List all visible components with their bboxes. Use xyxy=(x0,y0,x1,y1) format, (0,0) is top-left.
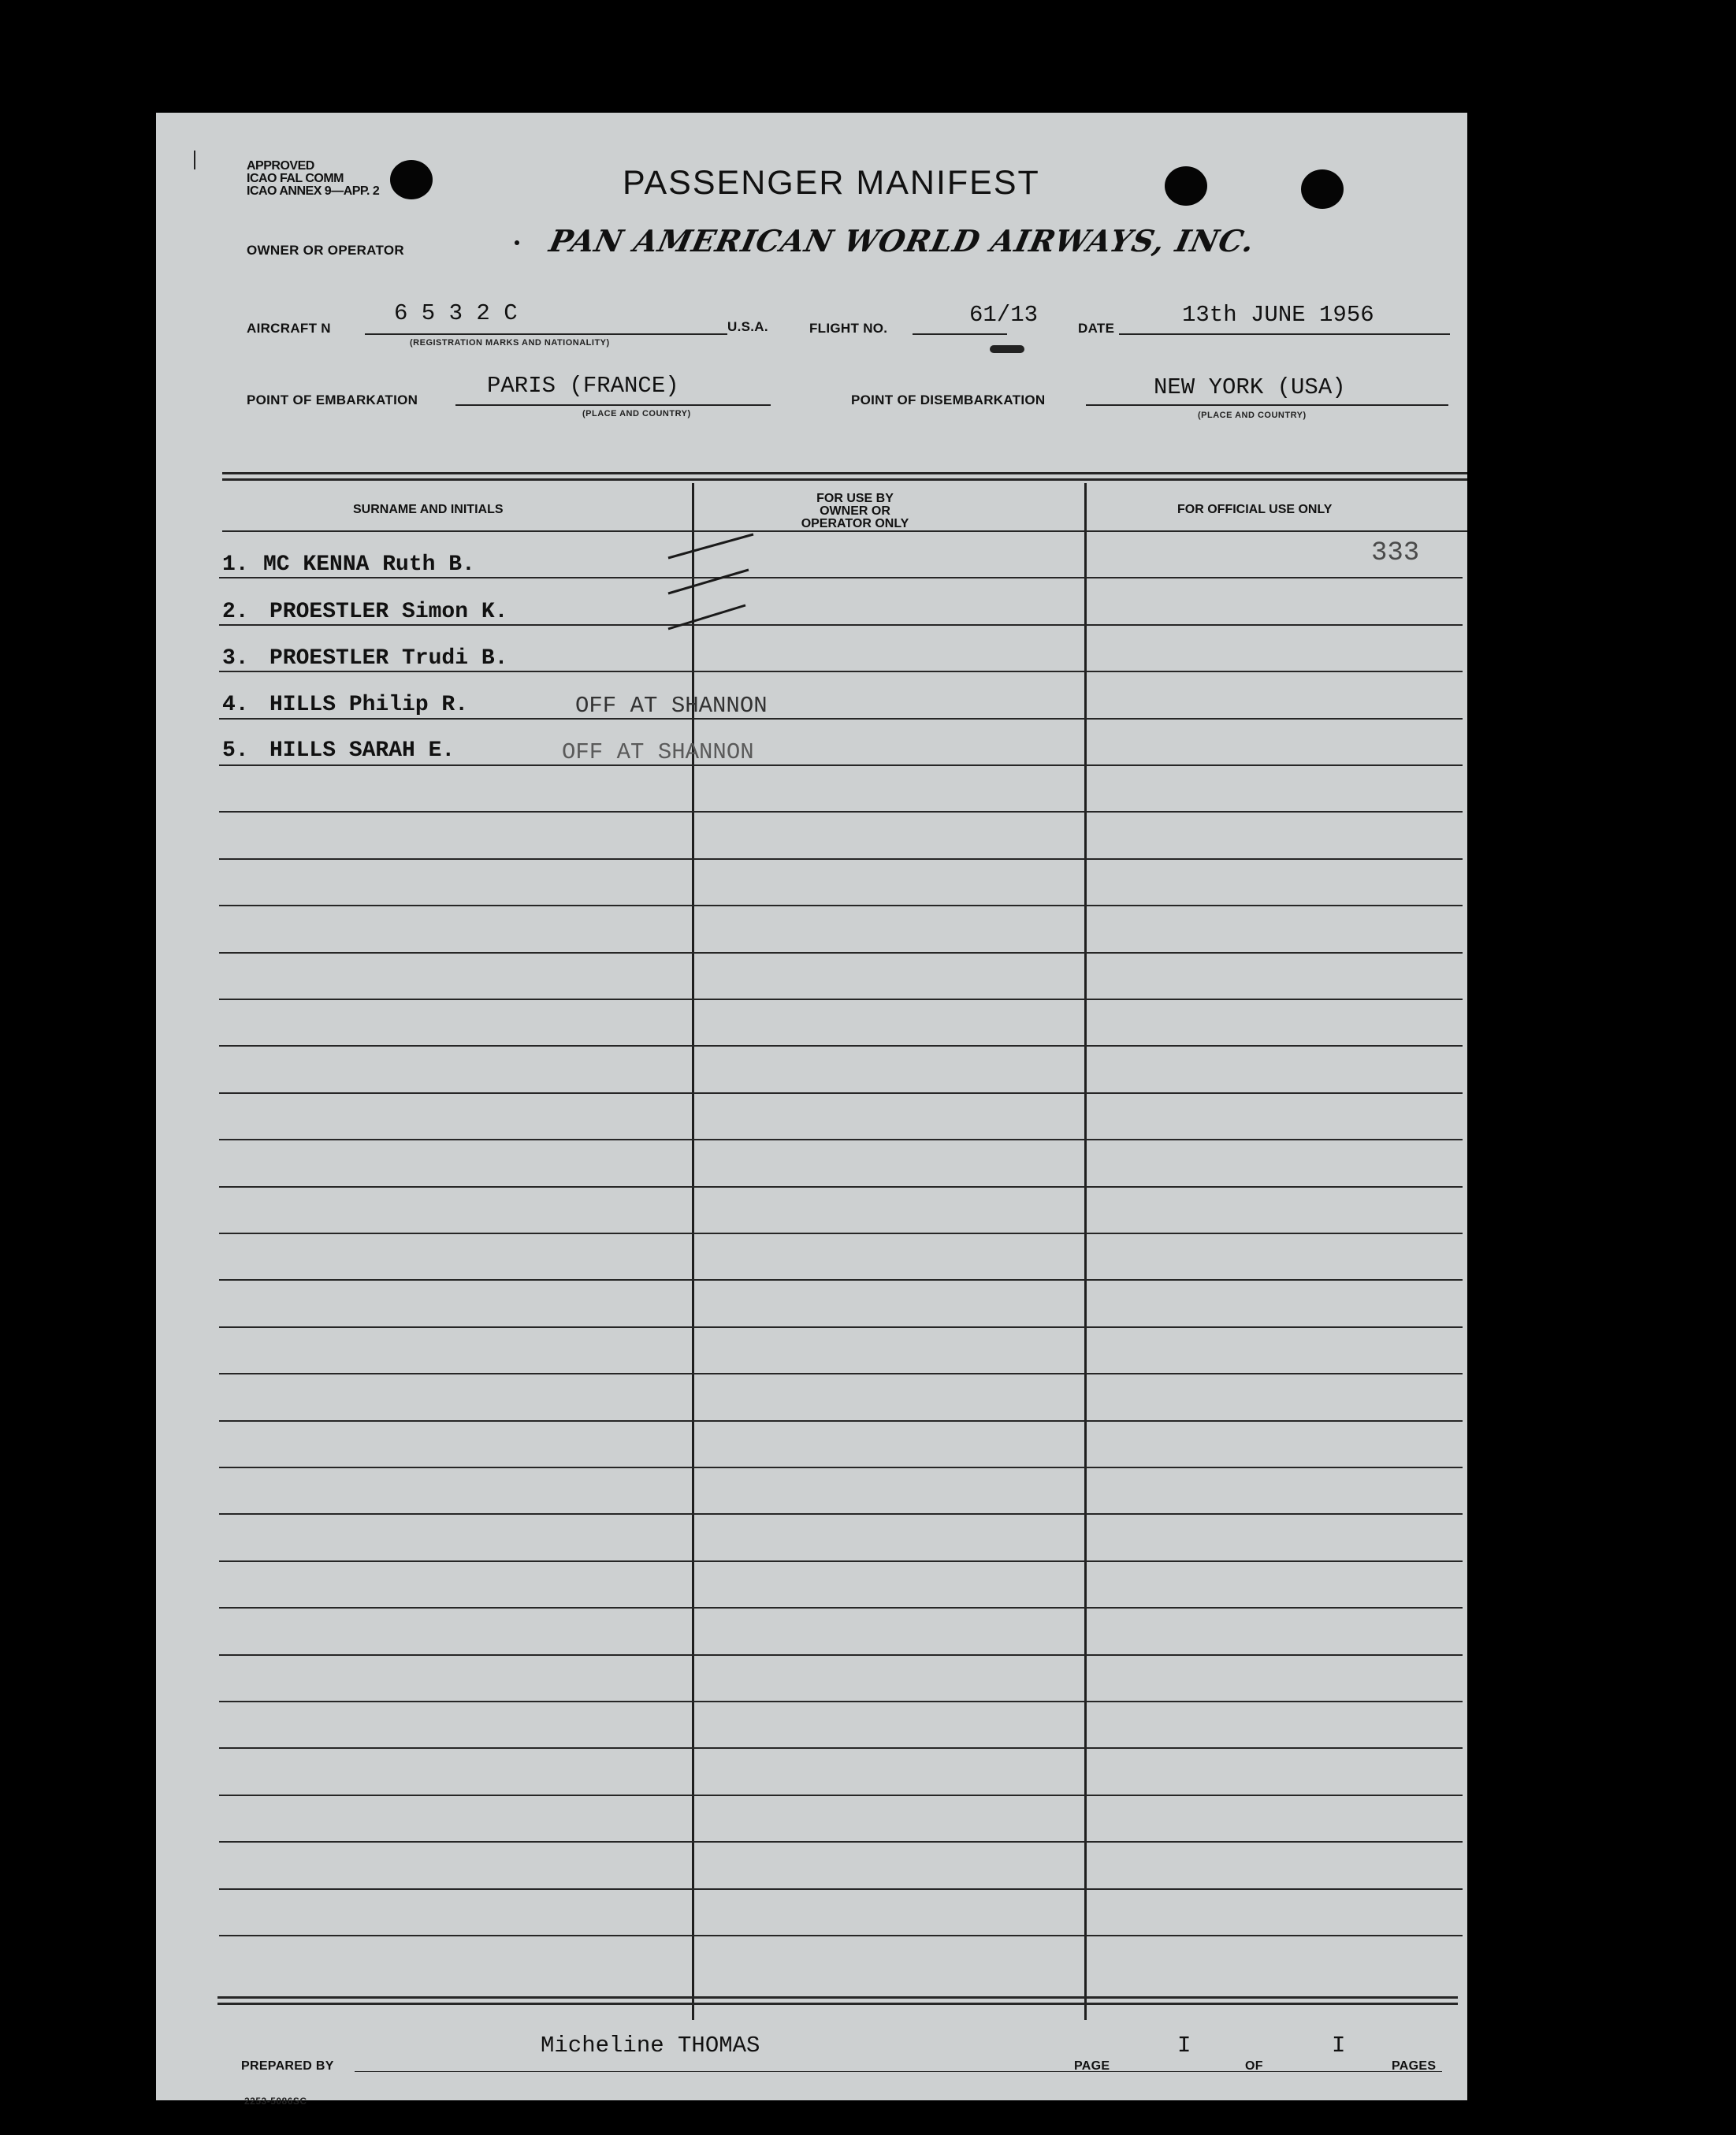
table-row-rule xyxy=(219,858,1463,860)
prepared-by-value: Micheline THOMAS xyxy=(541,2033,760,2059)
table-row-rule xyxy=(219,1795,1463,1796)
margin-tick xyxy=(194,151,195,169)
flight-mark xyxy=(990,345,1024,353)
table-row-rule xyxy=(219,1139,1463,1140)
table-row-rule xyxy=(219,577,1463,578)
passenger-1-number: 1. xyxy=(222,552,249,577)
table-row-rule xyxy=(219,1560,1463,1562)
passenger-3-number: 3. xyxy=(222,646,249,671)
of-value: I xyxy=(1332,2033,1346,2059)
table-row-rule xyxy=(219,952,1463,954)
embarkation-value: PARIS (FRANCE) xyxy=(487,373,679,399)
table-row-rule xyxy=(219,1326,1463,1328)
table-row-rule xyxy=(222,530,1467,532)
table-row-rule xyxy=(219,1607,1463,1609)
table-row-rule xyxy=(219,811,1463,813)
table-row-rule xyxy=(219,1092,1463,1094)
table-row-rule xyxy=(219,1747,1463,1749)
column-header-official: FOR OFFICIAL USE ONLY xyxy=(1177,503,1333,516)
embarkation-label: POINT OF EMBARKATION xyxy=(247,392,418,407)
table-row-rule xyxy=(219,1420,1463,1422)
date-value: 13th JUNE 1956 xyxy=(1182,302,1374,328)
passenger-2-name: PROESTLER Simon K. xyxy=(270,600,508,624)
table-row-rule xyxy=(219,905,1463,906)
aircraft-caption: (REGISTRATION MARKS AND NATIONALITY) xyxy=(410,338,610,348)
table-row-rule xyxy=(219,1654,1463,1656)
prepared-by-underline xyxy=(355,2071,1442,2072)
table-row-rule xyxy=(219,1888,1463,1890)
owner-bullet xyxy=(515,240,519,245)
disembarkation-label: POINT OF DISEMBARKATION xyxy=(851,392,1046,407)
page-title: PASSENGER MANIFEST xyxy=(623,164,1040,202)
official-use-mark: 333 xyxy=(1371,538,1420,568)
disembarkation-caption: (PLACE AND COUNTRY) xyxy=(1198,411,1307,420)
table-row-rule xyxy=(219,1233,1463,1234)
flight-underline xyxy=(913,333,1007,335)
table-row-rule xyxy=(219,1841,1463,1843)
column-divider-2 xyxy=(1084,483,1087,2020)
table-row-rule xyxy=(219,1701,1463,1702)
table-row-rule xyxy=(219,764,1463,766)
passenger-2-number: 2. xyxy=(222,600,249,624)
disembarkation-value: NEW YORK (USA) xyxy=(1154,374,1346,400)
passenger-4-name: HILLS Philip R. xyxy=(270,693,469,717)
table-bottom-rule-2 xyxy=(217,2003,1458,2005)
flight-label: FLIGHT NO. xyxy=(809,321,888,336)
table-row-rule xyxy=(219,718,1463,720)
table-top-rule-1 xyxy=(222,472,1467,474)
table-row-rule xyxy=(219,1935,1463,1936)
approval-line-3: ICAO ANNEX 9—APP. 2 xyxy=(247,184,380,198)
disembarkation-underline xyxy=(1086,404,1448,406)
column-header-surname: SURNAME AND INITIALS xyxy=(353,503,504,516)
form-number: 2253-5086SC xyxy=(244,2096,307,2107)
owner-value: PAN AMERICAN WORLD AIRWAYS, INC. xyxy=(546,223,1258,259)
passenger-4-note: OFF AT SHANNON xyxy=(575,693,768,719)
flight-value: 61/13 xyxy=(969,302,1039,328)
approval-line-2: ICAO FAL COMM xyxy=(247,172,344,185)
table-row-rule xyxy=(219,624,1463,626)
table-row-rule xyxy=(219,671,1463,672)
aircraft-underline xyxy=(365,333,727,335)
date-underline xyxy=(1119,333,1450,335)
passenger-5-name: HILLS SARAH E. xyxy=(270,738,455,763)
page-value: I xyxy=(1177,2033,1191,2059)
country-label: U.S.A. xyxy=(727,319,768,334)
date-label: DATE xyxy=(1078,321,1115,336)
embarkation-underline xyxy=(455,404,771,406)
page-label: PAGE xyxy=(1074,2059,1110,2073)
passenger-4-number: 4. xyxy=(222,693,249,717)
table-row-rule xyxy=(219,1467,1463,1468)
ditto-marks xyxy=(660,530,755,633)
table-row-rule xyxy=(219,1279,1463,1281)
table-row-rule xyxy=(219,1513,1463,1515)
prepared-by-label: PREPARED BY xyxy=(241,2059,334,2073)
passenger-1-name: MC KENNA Ruth B. xyxy=(263,552,475,577)
column-header-operator: FOR USE BY OWNER OR OPERATOR ONLY xyxy=(801,492,909,530)
table-bottom-rule-1 xyxy=(217,1996,1458,1999)
passenger-3-name: PROESTLER Trudi B. xyxy=(270,646,508,671)
punch-hole-center xyxy=(1165,166,1207,206)
embarkation-caption: (PLACE AND COUNTRY) xyxy=(582,409,691,418)
aircraft-value: 6 5 3 2 C xyxy=(394,300,518,326)
manifest-sheet xyxy=(156,113,1467,2107)
passenger-5-number: 5. xyxy=(222,738,249,763)
aircraft-label: AIRCRAFT N xyxy=(247,321,331,336)
table-row-rule xyxy=(219,999,1463,1000)
owner-label: OWNER OR OPERATOR xyxy=(247,243,404,258)
table-row-rule xyxy=(219,1186,1463,1188)
approval-stamp xyxy=(247,160,379,198)
punch-hole-right xyxy=(1301,169,1344,209)
approval-line-1: APPROVED xyxy=(247,159,314,173)
punch-hole-left xyxy=(390,160,433,199)
table-row-rule xyxy=(219,1045,1463,1047)
pages-label: PAGES xyxy=(1392,2059,1437,2073)
table-row-rule xyxy=(219,1373,1463,1374)
passenger-5-note: OFF AT SHANNON xyxy=(562,739,754,765)
of-label: OF xyxy=(1245,2059,1263,2073)
table-top-rule-2 xyxy=(222,478,1467,481)
